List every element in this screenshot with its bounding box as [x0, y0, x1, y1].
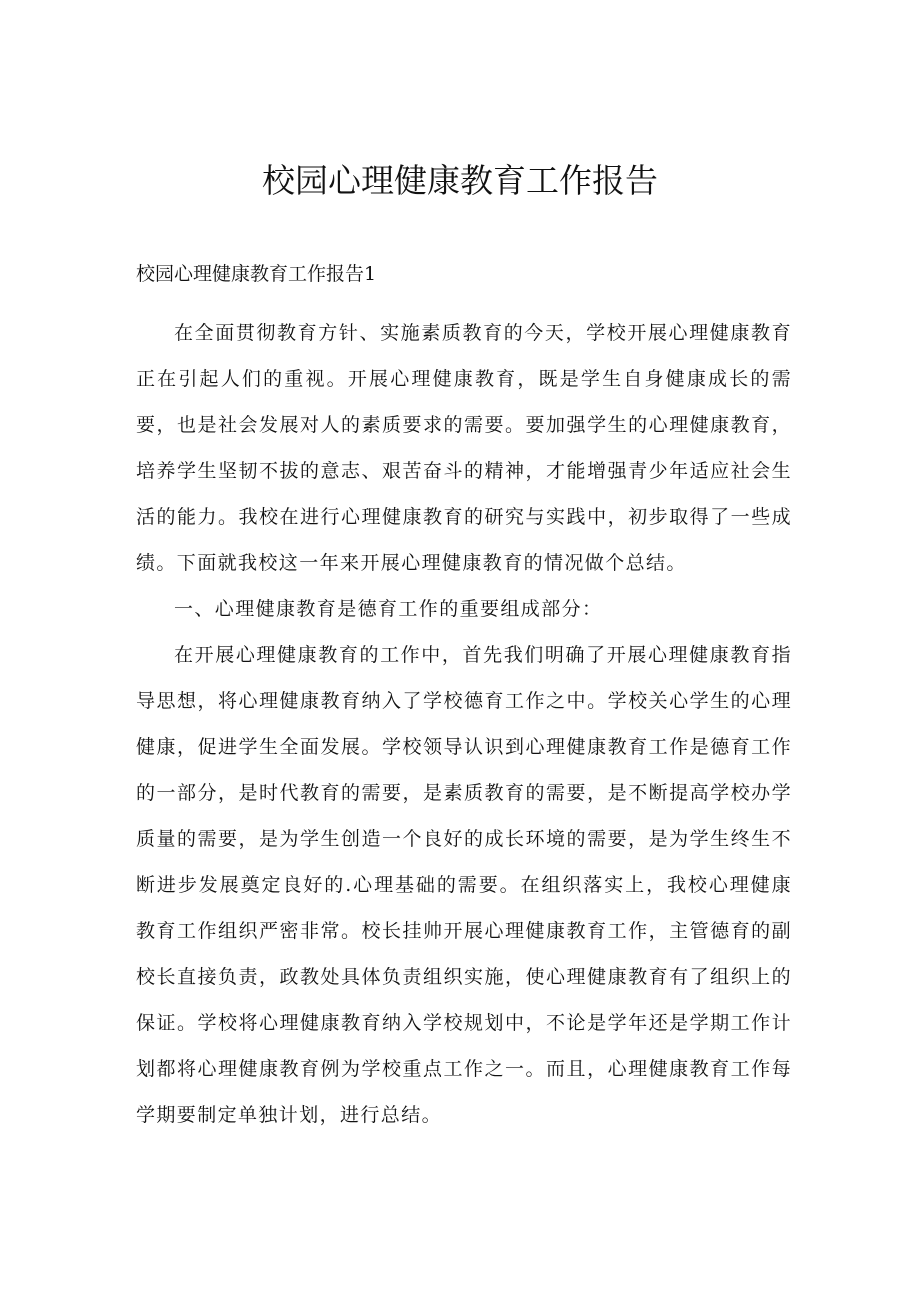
paragraph-section-heading: 一、心理健康教育是德育工作的重要组成部分： — [174, 598, 603, 620]
document-body — [136, 310, 792, 1138]
page-title: 校园心理健康教育工作报告 — [262, 161, 658, 200]
section-heading: 校园心理健康教育工作报告1 — [136, 263, 377, 285]
paragraph-intro: 在全面贯彻教育方针、实施素质教育的今天，学校开展心理健康教育正在引起人们的重视。开展心理健康教育，既是学生自身健康成长的需要，也是社会发展对人的素质要求的需要。要加强学生的心理健康教育，培养学生坚韧不拔的意志、艰苦奋斗的精神，才能增强青少年适应社会生活的能力。我校在进行心理健康教育的研究与实践中，初步取得了一些成绩。下面就我校这一年来开展心理健康教育的情况做个总结。 — [136, 322, 792, 574]
paragraph-section-content: 在开展心理健康教育的工作中，首先我们明确了开展心理健康教育指导思想，将心理健康教育纳入了学校德育工作之中。学校关心学生的心理健康，促进学生全面发展。学校领导认识到心理健康教育工作是德育工作的一部分，是时代教育的需要，是素质教育的需要，是不断提高学校办学质量的需要，是为学生创造一个良好的成长环境的需要，是为学生终生不断进步发展奠定良好的.心理基础的需要。在组织落实上，我校心理健康教育工作组织严密非常。校长挂帅开展心理健康教育工作，主管德育的副校长直接负责，政教处具体负责组织实施，使心理健康教育有了组织上的保证。学校将心理健康教育纳入学校规划中，不论是学年还是学期工作计划都将心理健康教育例为学校重点工作之一。而且，心理健康教育工作每学期要制定单独计划，进行总结。 — [136, 644, 792, 1126]
